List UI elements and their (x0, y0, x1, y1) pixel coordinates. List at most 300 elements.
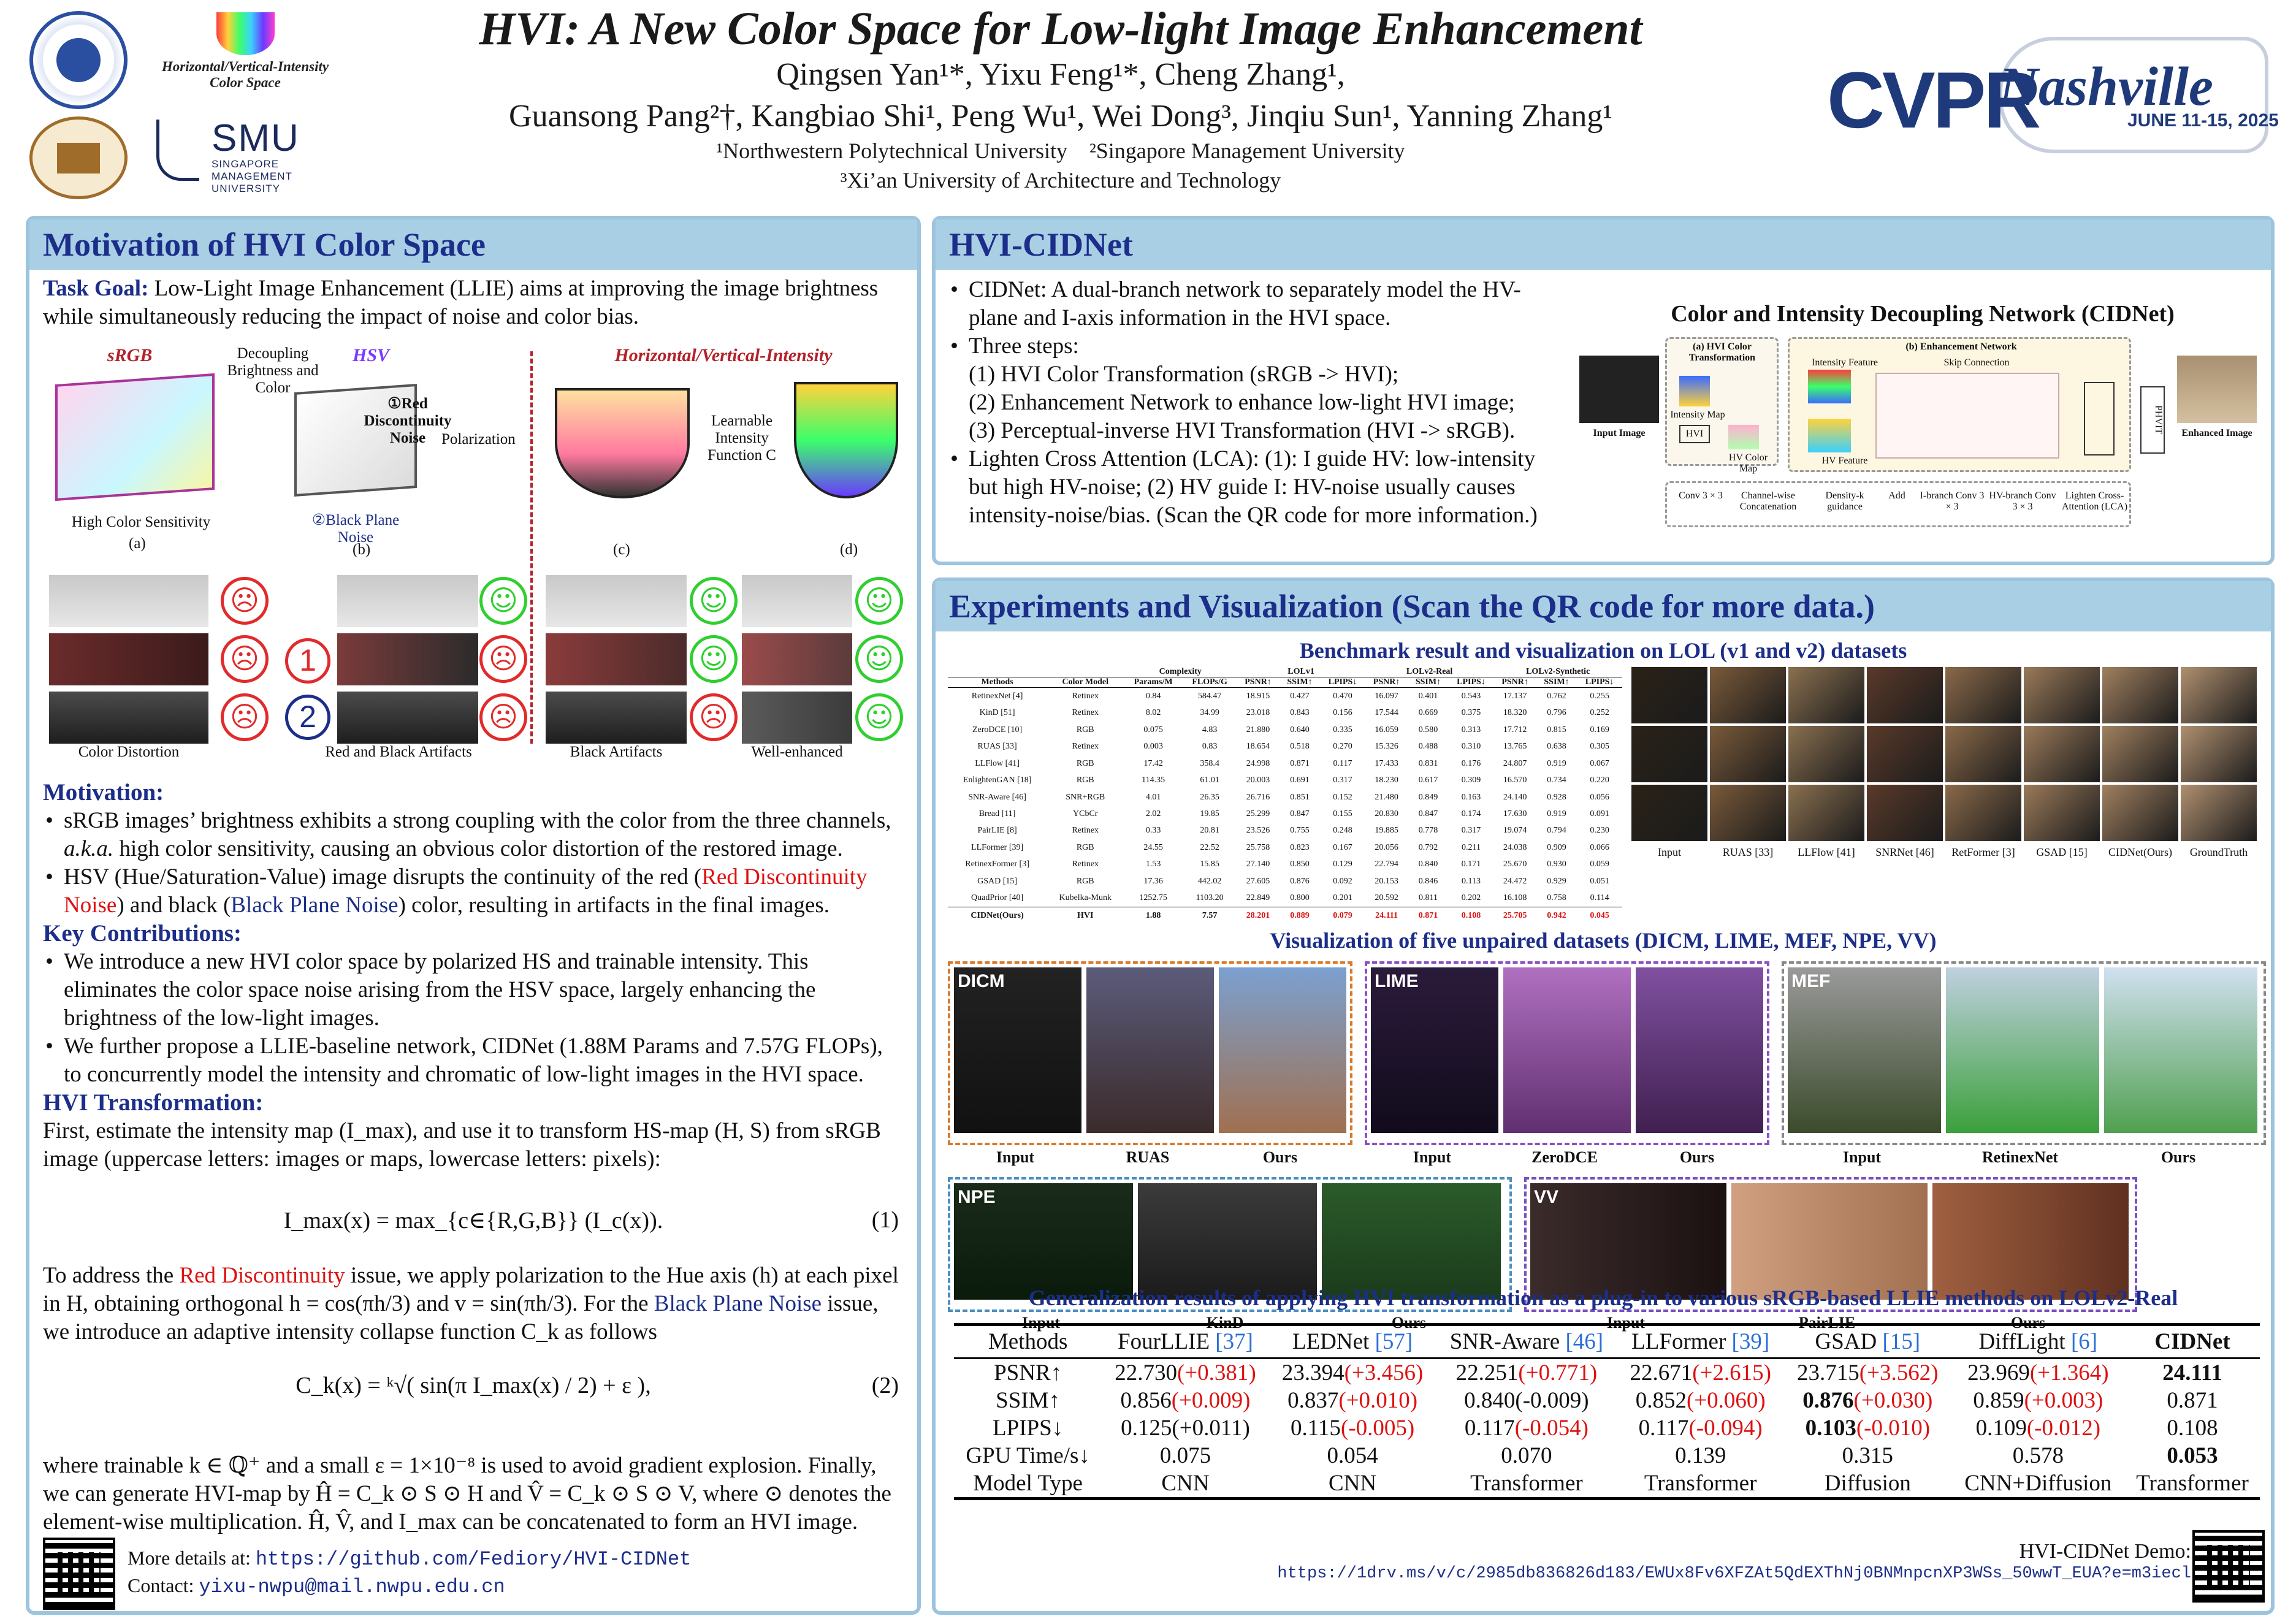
metric-name: GPU Time/s↓ (966, 1443, 1090, 1468)
benchmark-cell: 13.765 (1503, 742, 1527, 752)
experiments-panel (932, 578, 2275, 1615)
benchmark-title: Benchmark result and visualization on LOL (v1 and v2) datasets (1299, 638, 1907, 663)
benchmark-cell: 0.849 (1418, 792, 1438, 802)
benchmark-cell: 0.846 (1418, 876, 1438, 886)
sample-hvi-3 (742, 692, 852, 744)
benchmark-cell: 21.880 (1246, 725, 1270, 734)
srgb-label: sRGB (107, 345, 153, 365)
lol-result-thumb (2024, 726, 2100, 782)
github-qr-code[interactable] (43, 1538, 115, 1610)
contact: Contact: yixu-nwpu@mail.nwpu.edu.cn (128, 1574, 505, 1598)
diagram-input-label: Input Image (1593, 428, 1646, 438)
cidnet-step-1: (1) HVI Color Transformation (sRGB -> HVI); (969, 362, 1399, 387)
benchmark-col-header: LPIPS↓ (1449, 677, 1494, 688)
benchmark-cell: 24.998 (1246, 758, 1270, 768)
benchmark-cell: 34.99 (1200, 708, 1219, 718)
demo-qr-code[interactable] (2192, 1530, 2265, 1603)
benchmark-cell: EnlightenGAN [18] (963, 776, 1032, 785)
benchmark-cell: 20.003 (1246, 776, 1270, 785)
happy-face-icon: ☺ (690, 577, 738, 625)
generalization-cell: 0.125(+0.011) (1121, 1416, 1250, 1441)
benchmark-cell: 0.755 (1290, 826, 1310, 836)
lol-result-label: RetFormer [3] (1951, 846, 2015, 858)
benchmark-cell: 0.815 (1547, 725, 1566, 734)
benchmark-cell: 25.705 (1493, 907, 1536, 924)
benchmark-cell: RGB (1076, 725, 1094, 734)
benchmark-cell: 0.919 (1547, 809, 1566, 818)
motivation-figure (43, 345, 904, 744)
polarization-label: Polarization (441, 431, 516, 448)
benchmark-cell: 26.35 (1200, 792, 1219, 802)
sample-hvi-1 (742, 575, 852, 627)
sample-srgb-3 (49, 692, 208, 744)
benchmark-cell: 22.849 (1246, 893, 1270, 903)
benchmark-cell: 0.84 (1145, 691, 1161, 701)
smu-mark-icon (156, 120, 199, 181)
benchmark-cell: 0.871 (1408, 907, 1448, 924)
generalization-col-header: LEDNet [57] (1269, 1325, 1436, 1359)
benchmark-col-header: LPIPS↓ (1320, 677, 1365, 688)
metric-name: LPIPS↓ (993, 1416, 1064, 1441)
benchmark-cell: Kubelka-Munk (1059, 893, 1112, 903)
generalization-col-header: LLFormer [39] (1617, 1325, 1784, 1359)
motivation-heading: Motivation of HVI Color Space (29, 219, 917, 270)
benchmark-col-header: SSIM↑ (1280, 677, 1320, 688)
generalization-row (954, 1359, 2260, 1387)
vv-ours (1932, 1183, 2129, 1300)
benchmark-cell: ZeroDCE [10] (972, 725, 1023, 734)
cidnet-panel (932, 216, 2275, 565)
benchmark-row (948, 839, 1622, 856)
benchmark-cell: 25.299 (1246, 809, 1270, 818)
benchmark-cell: 0.638 (1547, 742, 1566, 752)
lol-result-thumb (1867, 726, 1943, 782)
benchmark-cell: 0.617 (1418, 776, 1438, 785)
benchmark-cell: 17.630 (1503, 809, 1527, 818)
benchmark-cell: 24.140 (1503, 792, 1527, 802)
mef-ours (2104, 967, 2257, 1133)
diagram-legend: Conv 3 × 3 Channel-wise Concatenation Density-k guidance Add I-branch Conv 3 × 3 HV-branch Conv 3 × 3 Lighten Cross-Attention (LCA) (1665, 481, 2131, 527)
benchmark-cell: 0.823 (1290, 842, 1310, 852)
sad-face-icon: ☹ (479, 693, 527, 741)
task-goal-label: Task Goal: (43, 276, 149, 301)
benchmark-cell: 0.691 (1290, 776, 1310, 785)
benchmark-cell: 1.88 (1124, 907, 1183, 924)
generalization-cell: Transformer (2125, 1470, 2260, 1499)
benchmark-cell: 0.075 (1143, 725, 1163, 734)
benchmark-cell: 16.108 (1503, 893, 1527, 903)
benchmark-cell: 27.605 (1246, 876, 1270, 886)
benchmark-cell: 0.796 (1547, 708, 1566, 718)
affil-line-2: ³Xi’an University of Architecture and Technology (840, 168, 1281, 193)
generalization-cell: 24.111 (2162, 1360, 2222, 1386)
mef-group (1782, 961, 2266, 1145)
generalization-col-header: Methods (954, 1325, 1102, 1359)
benchmark-cell: 0.470 (1333, 691, 1352, 701)
benchmark-cell: 18.915 (1246, 691, 1270, 701)
generalization-cell: 22.730(+0.381) (1115, 1360, 1256, 1386)
lol-result-thumb (1945, 726, 2021, 782)
cvpr-word: CVPR (1827, 55, 2039, 145)
benchmark-cell: 21.480 (1375, 792, 1398, 802)
hvi-bowl-icon (216, 12, 275, 55)
benchmark-cell: 0.167 (1333, 842, 1352, 852)
generalization-row (954, 1387, 2260, 1414)
benchmark-cell: 17.544 (1375, 708, 1398, 718)
benchmark-cell: 1252.75 (1139, 893, 1167, 903)
enhanced-image-thumb (2177, 356, 2257, 423)
benchmark-cell: 0.309 (1461, 776, 1481, 785)
benchmark-row (948, 772, 1622, 788)
hvi-logo (153, 12, 337, 92)
benchmark-col-header: PSNR↑ (1365, 677, 1408, 688)
benchmark-cell: 23.526 (1246, 826, 1270, 836)
benchmark-body (948, 688, 1622, 925)
contact-email[interactable]: yixu-nwpu@mail.nwpu.edu.cn (199, 1576, 505, 1598)
benchmark-cell: 0.108 (1449, 907, 1494, 924)
benchmark-col-header: Color Model (1047, 677, 1124, 688)
benchmark-cell: 0.248 (1333, 826, 1352, 836)
benchmark-cell: 0.889 (1280, 907, 1320, 924)
transformation-text-2: To address the Red Discontinuity issue, we apply polarization to the Hue axis (h) at each pixel in H, obtaining orthogonal h = cos(πh/3) and v = sin(πh/3). For the Black Plane Noise issue, we introduce an adaptive intensity collapse function C_k as follows (43, 1263, 899, 1344)
metric-name: Model Type (954, 1470, 1102, 1499)
hv-feature-thumb (1808, 419, 1851, 452)
generalization-cell: 0.139 (1675, 1443, 1726, 1468)
transformation-text-3: where trainable k ∈ ℚ⁺ and a small ε = 1×10⁻⁸ is used to avoid gradient explosion. Finally, we can generate HVI-map by Ĥ = C_k ⊙ S ⊙ H and V̂ = C_k ⊙ S ⊙ V, where ⊙ denotes the element-wise multiplication. Ĥ, V̂, and I_max can be concatenated to form an HVI image. (43, 1453, 891, 1534)
cvpr-logo (1815, 37, 2281, 159)
sample-hsv-3 (337, 692, 478, 744)
sample-hv-2 (546, 633, 687, 685)
contributions-heading: Key Contributions: (43, 920, 242, 947)
benchmark-cell: Retinex (1072, 860, 1099, 869)
benchmark-row (948, 705, 1622, 722)
benchmark-cell: 0.942 (1536, 907, 1577, 924)
fig-d-label: (d) (840, 541, 858, 558)
lol-result-label: GroundTruth (2189, 846, 2248, 858)
authors-line-1: Qingsen Yan¹*, Yixu Feng¹*, Cheng Zhang¹, (776, 57, 1345, 92)
generalization-cell: 23.394(+3.456) (1281, 1360, 1424, 1386)
equation-1 (43, 1207, 904, 1234)
benchmark-cell: 25.670 (1503, 860, 1527, 869)
cidnet-diagram (1579, 276, 2266, 558)
generalization-col-header: SNR-Aware [46] (1436, 1325, 1617, 1359)
benchmark-cell: 18.654 (1246, 742, 1270, 752)
benchmark-cell: 61.01 (1200, 776, 1219, 785)
benchmark-cell: 16.570 (1503, 776, 1527, 785)
benchmark-cell: 0.317 (1333, 776, 1352, 785)
benchmark-cell: RUAS [33] (977, 742, 1017, 752)
benchmark-cell: 4.01 (1145, 792, 1161, 802)
mef-label-input: Input (1842, 1148, 1882, 1166)
benchmark-cell: 0.113 (1462, 876, 1481, 886)
dicm-ours (1219, 967, 1346, 1133)
learnable-label: Learnable Intensity Function C (707, 413, 776, 463)
benchmark-cell: LLFlow [41] (975, 758, 1020, 768)
benchmark-cell: Retinex (1072, 691, 1099, 701)
npe-input: NPE (954, 1183, 1133, 1300)
benchmark-cell: 0.152 (1333, 792, 1352, 802)
benchmark-cell: 0.871 (1290, 758, 1310, 768)
benchmark-cell: RetinexFormer [3] (965, 860, 1029, 869)
lol-result-thumb (1710, 667, 1786, 723)
benchmark-cell: 0.310 (1461, 742, 1481, 752)
mef-retinexnet (1946, 967, 2099, 1133)
fig-c-label: (c) (613, 541, 630, 558)
benchmark-cell: 0.850 (1290, 860, 1310, 869)
happy-face-icon: ☺ (479, 577, 527, 625)
benchmark-cell: CIDNet(Ours) (948, 907, 1047, 924)
fig-a-label: (a) (129, 535, 146, 552)
unpaired-title: Visualization of five unpaired datasets (DICM, LIME, MEF, NPE, VV) (1270, 928, 1937, 953)
benchmark-cell: 26.716 (1246, 792, 1270, 802)
intensity-map-thumb (1679, 376, 1710, 406)
cidnet-step-3: (3) Perceptual-inverse HVI Transformation (HVI -> sRGB). (969, 418, 1516, 443)
lol-result-thumb (1631, 667, 1707, 723)
benchmark-cell: RGB (1076, 842, 1094, 852)
happy-face-icon: ☺ (855, 577, 903, 625)
lol-result-thumb (1867, 785, 1943, 841)
benchmark-row (948, 789, 1622, 806)
sad-face-icon: ☹ (690, 693, 738, 741)
benchmark-cell: 0.335 (1333, 725, 1352, 734)
experiments-heading: Experiments and Visualization (Scan the QR code for more data.) (936, 581, 2271, 631)
benchmark-cell: 17.712 (1503, 725, 1527, 734)
benchmark-cell: 0.171 (1461, 860, 1481, 869)
lol-result-label: CIDNet(Ours) (2108, 846, 2172, 858)
lca-stack (1875, 373, 2059, 459)
benchmark-cell: 22.52 (1200, 842, 1219, 852)
generalization-table (954, 1323, 2260, 1500)
benchmark-cell: GSAD [15] (977, 876, 1018, 886)
benchmark-cell: 0.928 (1547, 792, 1566, 802)
lol-result-thumb (1631, 785, 1707, 841)
benchmark-cell: 0.117 (1333, 758, 1352, 768)
benchmark-cell: 4.83 (1202, 725, 1218, 734)
generalization-cell: 0.871 (2167, 1388, 2218, 1413)
benchmark-row (948, 755, 1622, 772)
github-link[interactable]: https://github.com/Fediory/HVI-CIDNet (255, 1548, 692, 1571)
benchmark-cell: 0.831 (1418, 758, 1438, 768)
benchmark-cell: 0.488 (1418, 742, 1438, 752)
benchmark-cell: 0.045 (1577, 907, 1622, 924)
benchmark-cell: 0.909 (1547, 842, 1566, 852)
poster-title: HVI: A New Color Space for Low-light Image Enhancement (479, 3, 1642, 55)
benchmark-cell: 15.85 (1200, 860, 1219, 869)
lol-result-label: SNRNet [46] (1875, 846, 1934, 858)
benchmark-header-row (948, 677, 1622, 688)
generalization-header-row (954, 1325, 2260, 1359)
lol-result-thumb (1788, 667, 1864, 723)
npe-label-input: Input (1021, 1314, 1061, 1332)
benchmark-cell: 17.137 (1503, 691, 1527, 701)
benchmark-cell: 18.230 (1375, 776, 1398, 785)
benchmark-cell: 0.847 (1290, 809, 1310, 818)
generalization-cell: 0.054 (1327, 1443, 1378, 1468)
benchmark-cell: 0.758 (1547, 893, 1566, 903)
benchmark-cell: 0.220 (1590, 776, 1609, 785)
smu-subtitle: SINGAPORE MANAGEMENT UNIVERSITY (212, 158, 292, 194)
benchmark-cell: 0.270 (1333, 742, 1352, 752)
benchmark-cell: 0.580 (1418, 725, 1438, 734)
benchmark-cell: 23.018 (1246, 708, 1270, 718)
generalization-cell: 0.837(+0.010) (1287, 1388, 1418, 1413)
benchmark-cell: 0.375 (1461, 708, 1481, 718)
caption-red-black: Red and Black Artifacts (325, 744, 472, 760)
benchmark-col-header: PSNR↑ (1493, 677, 1536, 688)
equation-2-number: (2) (871, 1373, 899, 1398)
benchmark-cell: 0.851 (1290, 792, 1310, 802)
lol-result-thumb (1788, 785, 1864, 841)
lime-label-ours: Ours (1679, 1148, 1715, 1166)
lol-result-thumb (2024, 785, 2100, 841)
lime-label-input: Input (1413, 1148, 1452, 1166)
benchmark-cell: 20.153 (1375, 876, 1398, 886)
generalization-row (954, 1414, 2260, 1442)
benchmark-cell: 17.42 (1143, 758, 1163, 768)
hvi-transform-block: (a) HVI Color Transformation Intensity Map HVI HV Color Map (1665, 337, 1779, 466)
diagram-enhanced-label: Enhanced Image (2181, 428, 2252, 438)
benchmark-cell: 24.55 (1143, 842, 1163, 852)
benchmark-cell: 0.255 (1590, 691, 1609, 701)
benchmark-cell: 28.201 (1237, 907, 1279, 924)
npe-label-kind: KinD (1206, 1314, 1244, 1332)
benchmark-col-header: FLOPs/G (1183, 677, 1237, 688)
benchmark-cell: RGB (1076, 776, 1094, 785)
mef-label-ours: Ours (2161, 1148, 2196, 1166)
generalization-cell: 0.103(-0.010) (1805, 1416, 1931, 1441)
cidnet-heading: HVI-CIDNet (936, 219, 2271, 270)
dicm-label-ruas: RUAS (1126, 1148, 1170, 1166)
cvpr-city: Nashville (1999, 56, 2213, 117)
benchmark-cell: 1.53 (1145, 860, 1161, 869)
benchmark-cell: 24.111 (1365, 907, 1408, 924)
benchmark-cell: 0.230 (1590, 826, 1609, 836)
lol-result-thumb (2102, 785, 2178, 841)
cidnet-bullet-1: • CIDNet: A dual-branch network to separately model the HV-plane and I-axis information in the HVI space. (948, 276, 1567, 332)
benchmark-col-header: SSIM↑ (1536, 677, 1577, 688)
benchmark-cell: 20.81 (1200, 826, 1219, 836)
generalization-cell: Transformer (1617, 1470, 1784, 1499)
enhancement-network-block: (b) Enhancement Network Intensity Feature HV Feature Skip Connection (1788, 337, 2131, 472)
benchmark-cell: 358.4 (1200, 758, 1219, 768)
intensity-feature-thumb (1808, 370, 1851, 403)
srgb-cube (55, 373, 215, 501)
benchmark-cell: RGB (1076, 758, 1094, 768)
benchmark-cell: 0.919 (1547, 758, 1566, 768)
npe-ours (1322, 1183, 1501, 1300)
lol-result-thumb (2102, 726, 2178, 782)
dicm-label-input: Input (996, 1148, 1035, 1166)
metric-name: PSNR↑ (994, 1360, 1062, 1386)
benchmark-cell: 0.929 (1547, 876, 1566, 886)
transformation-text-1: First, estimate the intensity map (I_max), and use it to transform HS-map (H, S) from sRGB image (uppercase letters: images or maps, lowercase letters: pixels): (43, 1118, 881, 1172)
generalization-col-header: DiffLight [6] (1951, 1325, 2125, 1359)
benchmark-cell: 0.640 (1290, 725, 1310, 734)
input-image-thumb (1579, 356, 1659, 423)
motivation-heading-2: Motivation: (43, 779, 164, 806)
equation-1-body: I_max(x) = max_{c∈{R,G,B}} (I_c(x)). (283, 1208, 663, 1233)
lol-result-label: Input (1658, 846, 1681, 858)
cidnet-bullet-3: • Lighten Cross Attention (LCA): (1): I guide HV: low-intensity but high HV-noise; (2) HV guide I: HV-noise usually causes intensity-noise/bias. (Scan the QR code for more information.) (948, 445, 1567, 530)
benchmark-cell: 584.47 (1197, 691, 1222, 701)
fig-b-label: (b) (353, 541, 371, 558)
generalization-title: Generalization results of applying HVI transformation as a plug-in to various sRGB-based LLIE methods on LOLv2-Real (1028, 1286, 2178, 1310)
hv-plane-bowl (555, 388, 690, 498)
generalization-cell: 22.251(+0.771) (1455, 1360, 1598, 1386)
lol-result-label: RUAS [33] (1722, 846, 1774, 858)
lime-label-zerodce: ZeroDCE (1531, 1148, 1598, 1166)
benchmark-cell: 20.830 (1375, 809, 1398, 818)
dicm-input: DICM (954, 967, 1081, 1133)
benchmark-cell: 24.807 (1503, 758, 1527, 768)
benchmark-cell: 0.003 (1143, 742, 1163, 752)
lime-zerodce (1503, 967, 1631, 1133)
contribution-bullet-1: • We introduce a new HVI color space by polarized HS and trainable intensity. This eliminates the color space noise arising from the HSV space, largely enhancing the brightness of the low-light images. (43, 948, 904, 1032)
benchmark-cell: 114.35 (1142, 776, 1165, 785)
sad-face-icon: ☹ (221, 635, 269, 683)
benchmark-cell: 0.114 (1590, 893, 1609, 903)
benchmark-cell: HVI (1047, 907, 1124, 924)
lime-input: LIME (1371, 967, 1498, 1133)
decoupling-label: Decoupling Brightness and Color (227, 345, 319, 396)
metric-name: SSIM↑ (996, 1388, 1061, 1413)
benchmark-cell: 15.326 (1375, 742, 1398, 752)
benchmark-cell: 0.317 (1461, 826, 1481, 836)
benchmark-cell: PairLIE [8] (977, 826, 1017, 836)
lol-result-label: GSAD [15] (2036, 846, 2088, 858)
generalization-cell: 22.671(+2.615) (1630, 1360, 1771, 1386)
generalization-cell: 0.053 (2167, 1443, 2218, 1468)
benchmark-cell: RetinexNet [4] (971, 691, 1023, 701)
benchmark-cell: 0.079 (1320, 907, 1365, 924)
demo-link[interactable]: https://1drv.ms/v/c/2985db836826d183/EWUx8Fv6XFZAt5QdEXThNj0BNMnpcnXP3WSs_50wwT_EUA?e=m3iecl (1277, 1565, 2191, 1583)
vv-label-ours: Ours (2010, 1314, 2046, 1332)
benchmark-table (948, 667, 1622, 924)
benchmark-cell: 0.201 (1333, 893, 1352, 903)
xauat-logo (29, 116, 128, 199)
caption-black: Black Artifacts (570, 744, 663, 760)
lol-result-thumb (1631, 726, 1707, 782)
divider-line (530, 351, 533, 744)
caption-color-distortion: Color Distortion (78, 744, 180, 760)
benchmark-cell: 0.056 (1590, 792, 1609, 802)
generalization-cell: 0.117(-0.094) (1638, 1416, 1763, 1441)
generalization-cell: 0.108 (2167, 1416, 2218, 1441)
benchmark-cell: KinD [51] (979, 708, 1015, 718)
cidnet-bullet-2: • Three steps: (1) HVI Color Transformation (sRGB -> HVI); (2) Enhancement Network to enhance low-light HVI image; (3) Perceptual-inverse HVI Transformation (HVI -> sRGB). (948, 332, 1567, 445)
benchmark-cell: RGB (1076, 876, 1094, 886)
generalization-cell: 0.840(-0.009) (1464, 1388, 1589, 1413)
benchmark-cell: 0.762 (1547, 691, 1566, 701)
benchmark-row (948, 823, 1622, 839)
benchmark-row (948, 907, 1622, 924)
lol-result-thumb (1945, 785, 2021, 841)
benchmark-col-header: SSIM↑ (1408, 677, 1448, 688)
benchmark-col-header: LPIPS↓ (1577, 677, 1622, 688)
mef-label-retinexnet: RetinexNet (1981, 1148, 2059, 1166)
benchmark-cell: 0.669 (1418, 708, 1438, 718)
benchmark-cell: 0.091 (1590, 809, 1609, 818)
red-noise-number-icon: 1 (285, 638, 330, 684)
benchmark-cell: 0.129 (1333, 860, 1352, 869)
vv-input: VV (1530, 1183, 1726, 1300)
generalization-col-header: CIDNet (2125, 1325, 2260, 1359)
generalization-cell: 0.315 (1842, 1443, 1893, 1468)
benchmark-cell: 0.800 (1290, 893, 1310, 903)
benchmark-cell: 0.518 (1290, 742, 1310, 752)
mef-input: MEF (1788, 967, 1941, 1133)
happy-face-icon: ☺ (855, 635, 903, 683)
